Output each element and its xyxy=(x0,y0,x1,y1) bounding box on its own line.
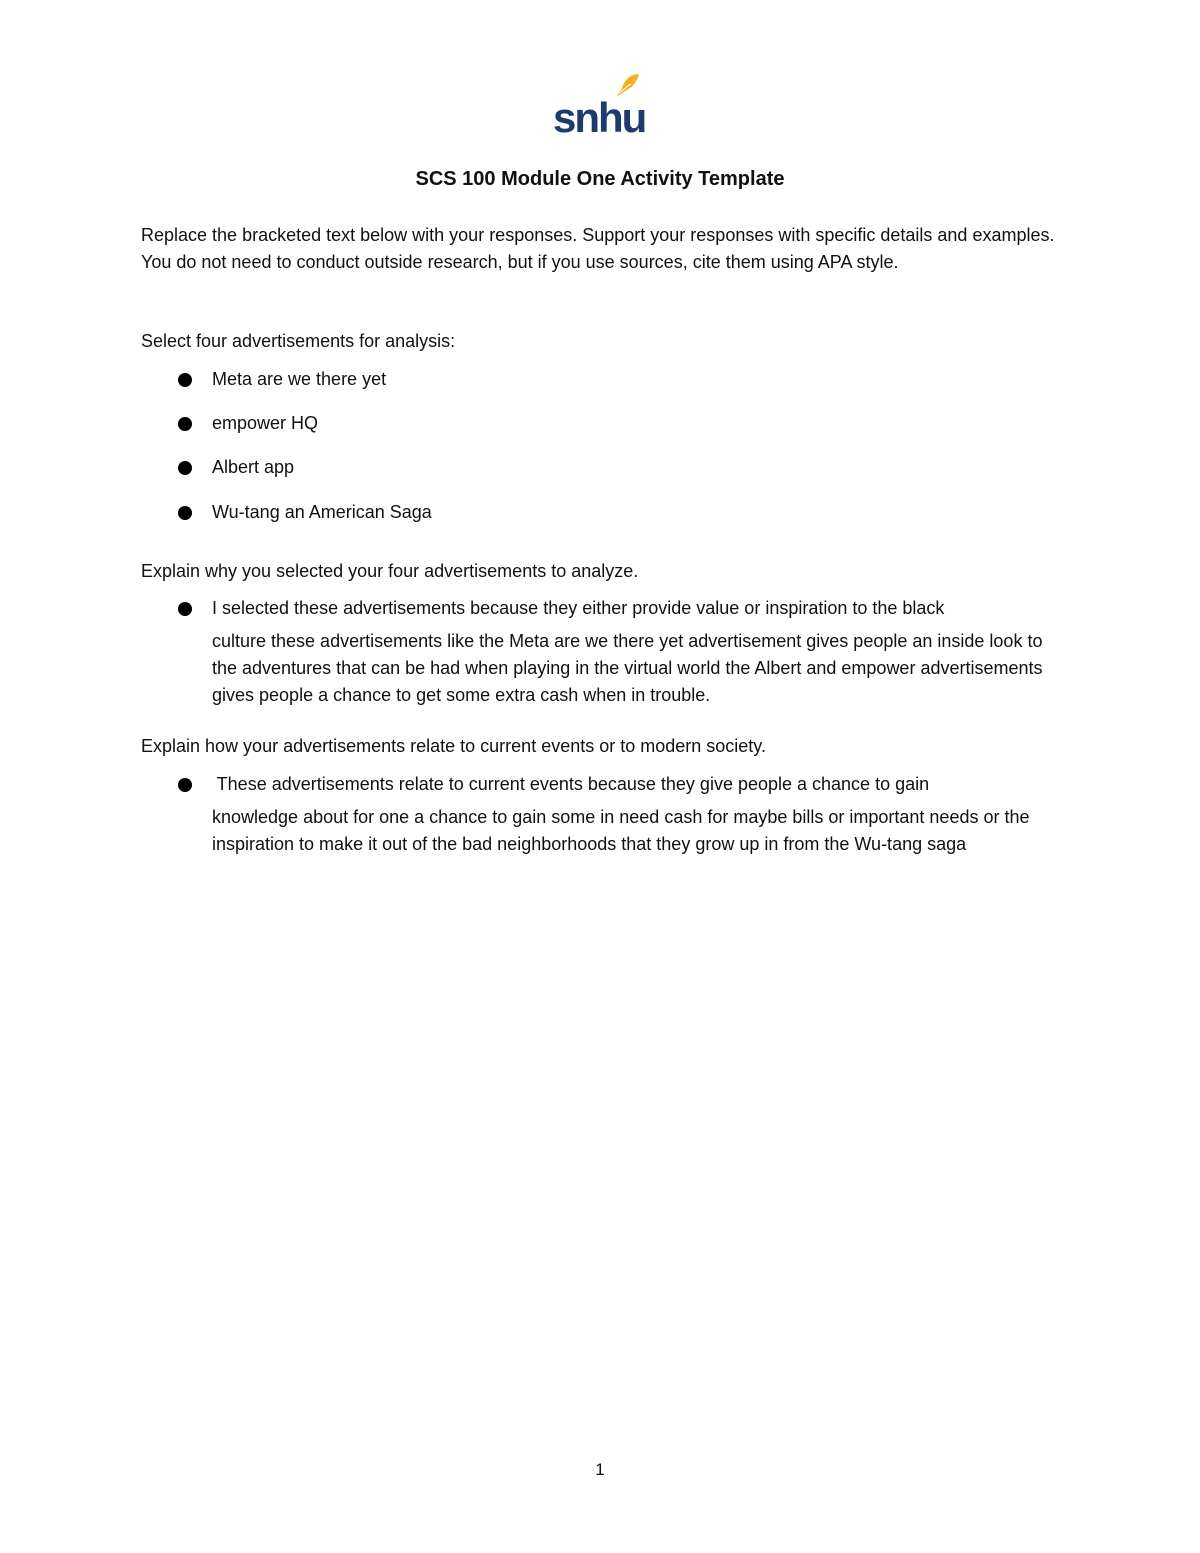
answer-text xyxy=(212,771,1057,858)
answer-text xyxy=(212,595,1057,709)
snhu-logo xyxy=(551,70,647,140)
bullet-icon xyxy=(178,778,192,792)
advertisement-name: Albert app xyxy=(212,457,295,477)
answer-continuation: culture these advertisements like the Meta are we there yet advertisement gives people an inside look to the adventures that can be had when playing in the virtual world the Albert and empower advertisements gives people a chance to get some extra cash when in trouble. xyxy=(212,631,1043,705)
bullet-icon xyxy=(178,506,192,520)
advertisement-name: empower HQ xyxy=(212,413,319,433)
section-label-how: Explain how your advertisements relate to current events or to modern society. xyxy=(141,736,766,756)
advertisement-name: Meta are we there yet xyxy=(212,369,387,389)
instructions-paragraph: Replace the bracketed text below with your responses. Support your responses with specific details and examples. You do not need to conduct outside research, but if you use sources, cite them using APA style. xyxy=(141,225,1055,272)
bullet-icon xyxy=(178,417,192,431)
bullet-icon xyxy=(178,602,192,616)
page-title: SCS 100 Module One Activity Template xyxy=(415,168,785,190)
bullet-icon xyxy=(178,373,192,387)
bullet-icon xyxy=(178,461,192,475)
section-label-select: Select four advertisements for analysis: xyxy=(141,331,456,351)
answer-first-line: I selected these advertisements because they either provide value or inspiration to the black xyxy=(212,598,945,618)
answer-continuation: knowledge about for one a chance to gain some in need cash for maybe bills or important needs or the inspiration to make it out of the bad neighborhoods that they grow up in from the Wu-tang saga xyxy=(212,807,1030,854)
page-number: 1 xyxy=(595,1460,605,1479)
section-label-why: Explain why you selected your four advertisements to analyze. xyxy=(141,561,639,581)
advertisement-name: Wu-tang an American Saga xyxy=(212,502,432,522)
svg-text:snhu: snhu xyxy=(553,94,646,140)
answer-first-line: These advertisements relate to current events because they give people a chance to gain xyxy=(212,774,930,794)
